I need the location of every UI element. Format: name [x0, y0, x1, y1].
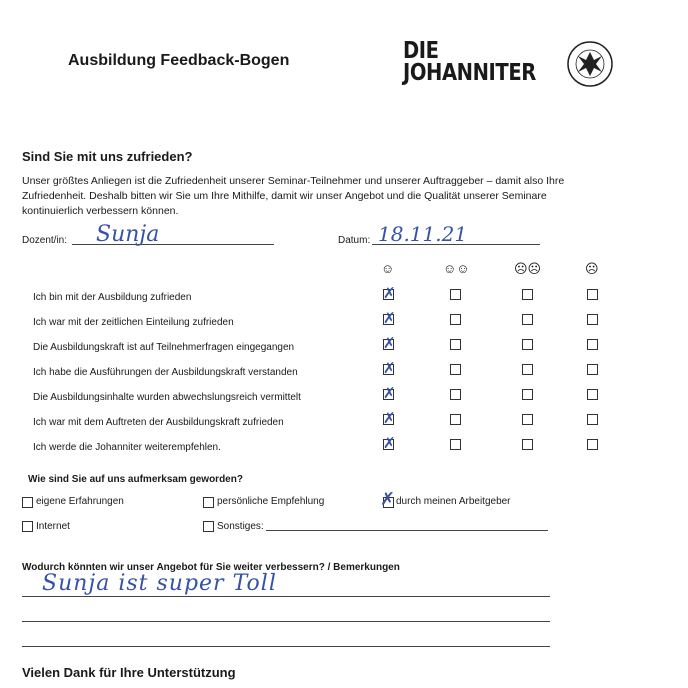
rating-checkbox[interactable]: [522, 414, 533, 425]
empfehlung-label: persönliche Empfehlung: [217, 496, 325, 507]
check-mark-icon: ✗: [380, 489, 396, 510]
dozent-field[interactable]: Sunja: [96, 222, 160, 247]
rating-row-label: Ich habe die Ausführungen der Ausbildungskraft verstanden: [33, 367, 298, 378]
check-mark-icon: ✗: [383, 359, 396, 377]
internet-label: Internet: [36, 521, 70, 532]
logo-line-1: DIE: [403, 38, 439, 64]
rating-checkbox[interactable]: [587, 289, 598, 300]
rating-checkbox[interactable]: [587, 339, 598, 350]
very-unhappy-face-icon: ☹: [585, 261, 599, 276]
feedback-question: Wodurch könnten wir unser Angebot für Sie weiter verbessern? / Bemerkungen: [22, 562, 400, 573]
rating-checkbox[interactable]: [522, 389, 533, 400]
feedback-line-3: [22, 646, 550, 647]
rating-checkbox[interactable]: [587, 414, 598, 425]
rating-checkbox[interactable]: [450, 339, 461, 350]
rating-checkbox[interactable]: [522, 364, 533, 375]
rating-checkbox[interactable]: [450, 439, 461, 450]
rating-checkbox[interactable]: [522, 439, 533, 450]
logo-line-2: JOHANNITER: [403, 60, 536, 86]
check-mark-icon: ✗: [383, 434, 396, 452]
feedback-answer[interactable]: Sunja ist super Toll: [42, 571, 277, 596]
rating-checkbox[interactable]: [450, 289, 461, 300]
sonstiges-label: Sonstiges:: [217, 521, 264, 532]
rating-row-label: Die Ausbildungskraft ist auf Teilnehmerfragen eingegangen: [33, 342, 295, 353]
rating-checkbox[interactable]: [450, 389, 461, 400]
check-mark-icon: ✗: [383, 384, 396, 402]
intro-text: Unser größtes Anliegen ist die Zufriedenheit unserer Seminar-Teilnehmer und unserer Auftraggeber – damit also Ihre Zufriedenheit. Deshalb bitten wir Sie um Ihre Mithilfe, damit wir unser Angebot und die Qualität unserer Seminare kontinuierlich verbessern können.: [22, 175, 565, 217]
eigene-erfahrungen-label: eigene Erfahrungen: [36, 496, 124, 507]
thanks-text: Vielen Dank für Ihre Unterstützung: [22, 665, 236, 680]
johanniter-seal-icon: [566, 40, 614, 88]
check-mark-icon: ✗: [383, 409, 396, 427]
rating-checkbox[interactable]: [587, 439, 598, 450]
eigene-erfahrungen-checkbox[interactable]: [22, 497, 33, 508]
feedback-line-1: [22, 596, 550, 597]
unhappy-face-icon: ☹☹: [514, 261, 542, 276]
dozent-label: Dozent/in:: [22, 235, 68, 246]
check-mark-icon: ✗: [383, 284, 396, 302]
empfehlung-checkbox[interactable]: [203, 497, 214, 508]
section-heading: Sind Sie mit uns zufrieden?: [22, 149, 193, 164]
sonstiges-input-line[interactable]: [266, 530, 548, 531]
rating-checkbox[interactable]: [450, 314, 461, 325]
rating-row-label: Ich war mit dem Auftreten der Ausbildungskraft zufrieden: [33, 417, 284, 428]
datum-field[interactable]: 18.11.21: [378, 222, 468, 246]
sonstiges-checkbox[interactable]: [203, 521, 214, 532]
arbeitgeber-label: durch meinen Arbeitgeber: [396, 496, 511, 507]
rating-checkbox[interactable]: [522, 314, 533, 325]
rating-checkbox[interactable]: [522, 289, 533, 300]
rating-checkbox[interactable]: [522, 339, 533, 350]
rating-row-label: Ich werde die Johanniter weiterempfehlen.: [33, 442, 221, 453]
feedback-line-2: [22, 621, 550, 622]
source-question: Wie sind Sie auf uns aufmerksam geworden?: [28, 474, 243, 485]
rating-checkbox[interactable]: [450, 364, 461, 375]
rating-checkbox[interactable]: [587, 389, 598, 400]
very-happy-face-icon: ☺: [381, 261, 395, 276]
internet-checkbox[interactable]: [22, 521, 33, 532]
rating-checkbox[interactable]: [587, 314, 598, 325]
johanniter-logo: [403, 40, 536, 84]
datum-label: Datum:: [338, 235, 371, 246]
rating-row-label: Ich bin mit der Ausbildung zufrieden: [33, 292, 192, 303]
form-title: Ausbildung Feedback-Bogen: [68, 52, 290, 69]
rating-checkbox[interactable]: [587, 364, 598, 375]
rating-row-label: Ich war mit der zeitlichen Einteilung zufrieden: [33, 317, 234, 328]
rating-checkbox[interactable]: [450, 414, 461, 425]
rating-row-label: Die Ausbildungsinhalte wurden abwechslungsreich vermittelt: [33, 392, 301, 403]
happy-face-icon: ☺☺: [443, 261, 470, 276]
check-mark-icon: ✗: [383, 309, 396, 327]
check-mark-icon: ✗: [383, 334, 396, 352]
